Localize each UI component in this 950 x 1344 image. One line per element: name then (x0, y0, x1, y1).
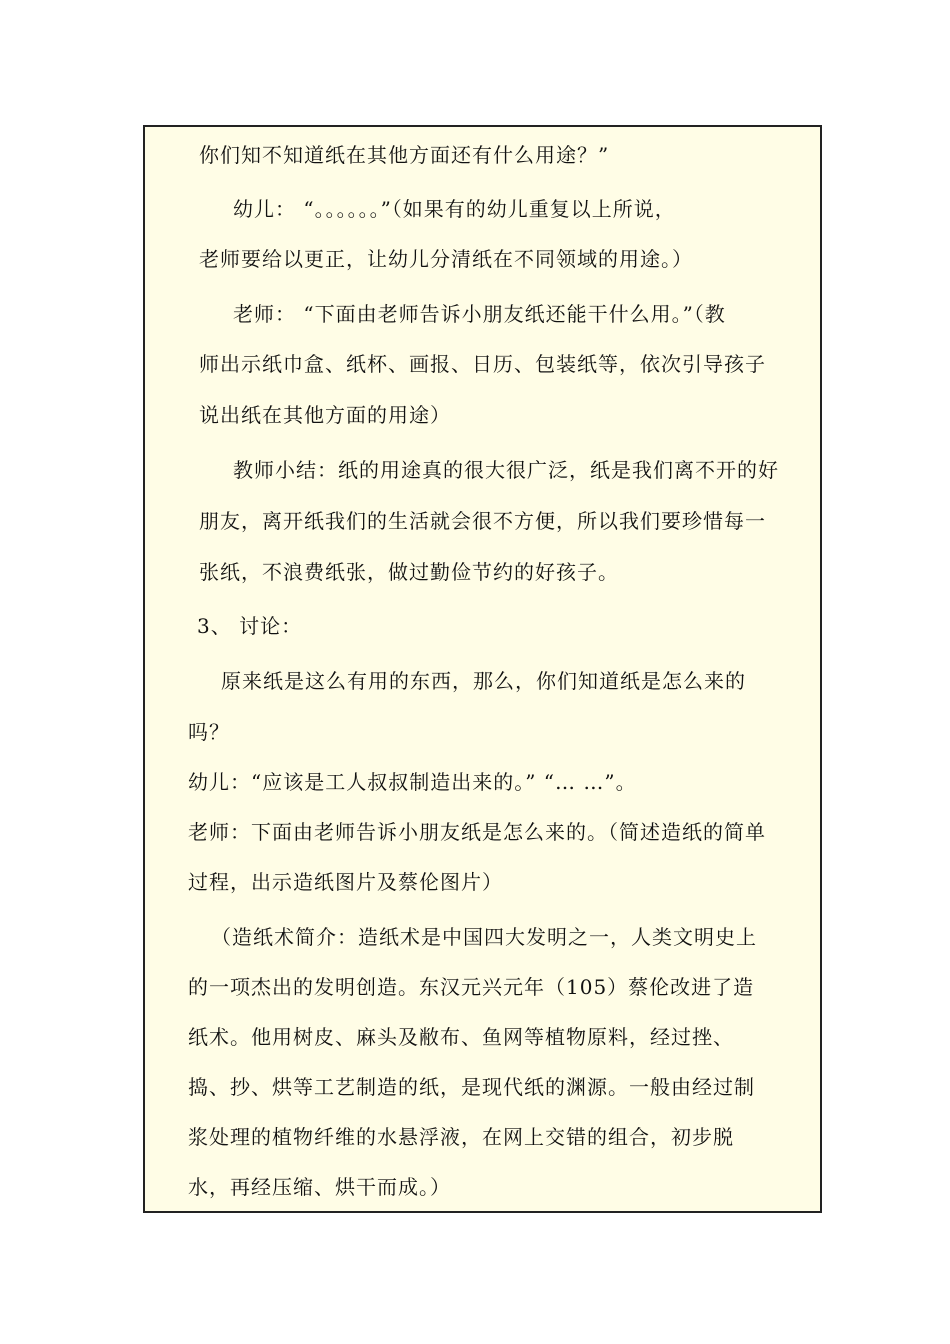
text-line: 老师：下面由老师告诉小朋友纸是怎么来的。（简述造纸的简单 (188, 820, 766, 844)
text-line: 过程，出示造纸图片及蔡伦图片） (188, 870, 503, 894)
text-line: 老师： “下面由老师告诉小朋友纸还能干什么用。”（教 (233, 302, 726, 326)
text-line: 张纸，不浪费纸张，做过勤俭节约的好孩子。 (199, 560, 619, 584)
text-line: 师出示纸巾盒、纸杯、画报、日历、包装纸等，依次引导孩子 (199, 352, 766, 376)
text-line: 教师小结：纸的用途真的很大很广泛，纸是我们离不开的好 (233, 458, 779, 482)
text-line: 说出纸在其他方面的用途） (199, 403, 451, 427)
section-heading: 3、 讨论： (197, 614, 303, 638)
text-line: 老师要给以更正，让幼儿分清纸在不同领域的用途。） (199, 247, 693, 271)
text-line: 幼儿： “。。。。。。”（如果有的幼儿重复以上所说， (233, 197, 676, 221)
content-panel (143, 125, 822, 1213)
text-line: 纸术。他用树皮、麻头及敝布、鱼网等植物原料，经过挫、 (188, 1025, 734, 1049)
text-line: 吗？ (188, 720, 230, 744)
text-line: 浆处理的植物纤维的水悬浮液，在网上交错的组合，初步脱 (188, 1125, 734, 1149)
text-line: 朋友，离开纸我们的生活就会很不方便，所以我们要珍惜每一 (199, 509, 766, 533)
text-line: 幼儿：“应该是工人叔叔制造出来的。” “… …”。 (188, 770, 637, 794)
text-line: 你们知不知道纸在其他方面还有什么用途？” (199, 143, 610, 167)
text-line: 捣、抄、烘等工艺制造的纸，是现代纸的渊源。一般由经过制 (188, 1075, 755, 1099)
text-line: 原来纸是这么有用的东西，那么，你们知道纸是怎么来的 (221, 669, 746, 693)
text-line: 的一项杰出的发明创造。东汉元兴元年（105）蔡伦改进了造 (188, 975, 755, 999)
text-line: （造纸术简介：造纸术是中国四大发明之一，人类文明史上 (211, 925, 757, 949)
text-line: 水，再经压缩、烘干而成。） (188, 1175, 451, 1199)
